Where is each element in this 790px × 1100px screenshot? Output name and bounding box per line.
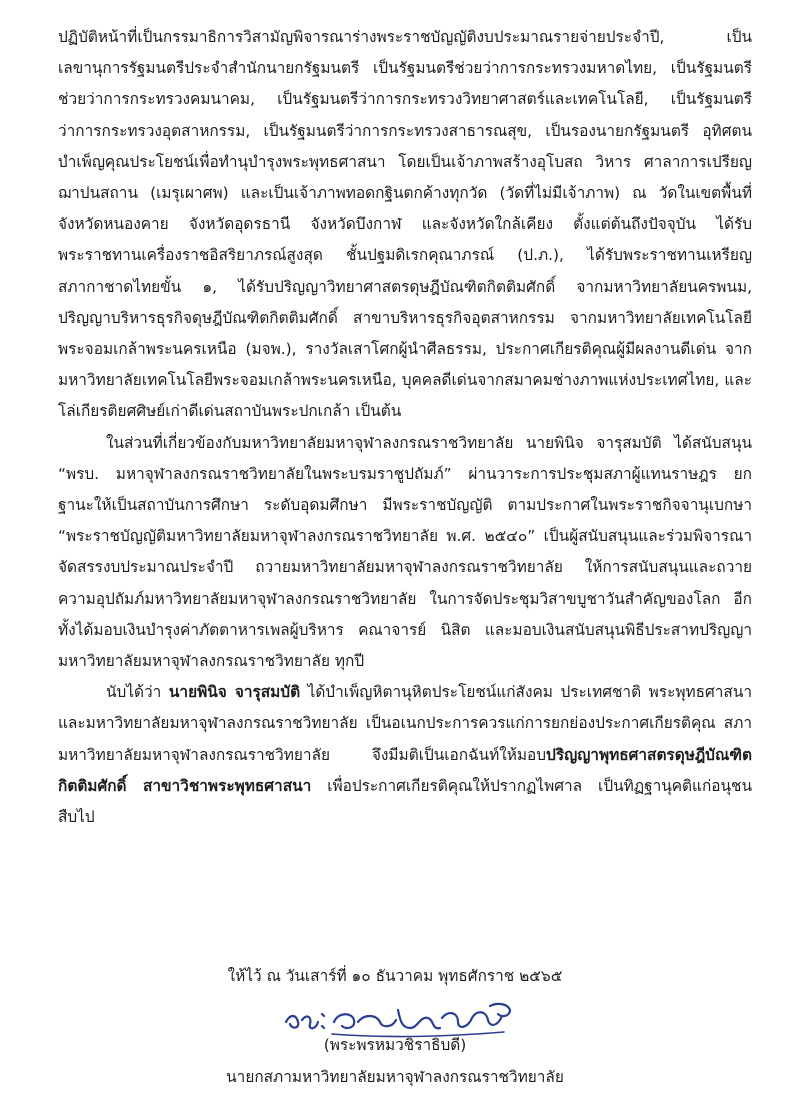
issue-date: ให้ไว้ ณ วันเสาร์ที่ ๑๐ ธันวาคม พุทธศักราช ๒๕๖๕	[227, 967, 563, 985]
signer-title: นายกสภามหาวิทยาลัยมหาจุฬาลงกรณราชวิทยาลัย	[226, 1068, 564, 1086]
conferral-middle: ได้บำเพ็ญหิตานุหิตประโยชน์แก่สังคม ประเทศชาติ พระพุทธศาสนา และมหาวิทยาลัยมหาจุฬาลงกรณราชวิทยาลัย เป็นอเนกประการควรแก่การยกย่องประกาศเกียรติคุณ สภามหาวิทยาลัยมหาจุฬาลงกรณราชวิทยาลัย จึงมีมติเป็นเอกฉันท์ให้มอบ	[58, 683, 752, 764]
paragraph-university-support: ในส่วนที่เกี่ยวข้องกับมหาวิทยาลัยมหาจุฬาลงกรณราชวิทยาลัย นายพินิจ จารุสมบัติ ได้สนับสนุน “พรบ. มหาจุฬาลงกรณราชวิทยาลัยในพระบรมราชูปถัมภ์” ผ่านวาระการประชุมสภาผู้แทนราษฎร ยกฐานะให้เป็นสถาบันการศึกษา ระดับอุดมศึกษา มีพระราชบัญญัติ ตามประกาศในพระราชกิจจานุเบกษา “พระราชบัญญัติมหาวิทยาลัยมหาจุฬาลงกรณราชวิทยาลัย พ.ศ. ๒๕๔๐” เป็นผู้สนับสนุนและร่วมพิจารณาจัดสรรงบประมาณประจำปี ถวายมหาวิทยาลัยมหาจุฬาลงกรณราชวิทยาลัย ให้การสนับสนุนและถวายความอุปถัมภ์มหาวิทยาลัยมหาจุฬาลงกรณราชวิทยาลัย ในการจัดประชุมวิสาขบูชาวันสำคัญของโลก อีกทั้งได้มอบเงินบำรุงค่าภัตตาหารเพลผู้บริหาร คณาจารย์ นิสิต และมอบเงินสนับสนุนพิธีประสาทปริญญา มหาวิทยาลัยมหาจุฬาลงกรณราชวิทยาลัย ทุกปี	[58, 433, 752, 671]
conferral-end: เพื่อประกาศเกียรติคุณให้ปรากฏไพศาล เป็นทิฏฐานุคติแก่อนุชนสืบไป	[58, 776, 752, 827]
document-body	[58, 22, 752, 833]
honoree-name: นายพินิจ จารุสมบัติ	[168, 683, 301, 702]
conferral-intro: นับได้ว่า	[106, 683, 169, 702]
degree-title: ปริญญาพุทธศาสตรดุษฎีบัณฑิตกิตติมศักดิ์ สาขาวิชาพระพุทธศาสนา	[58, 745, 752, 795]
signer-name: (พระพรหมวชิราธิบดี)	[323, 1036, 467, 1054]
paragraph-achievements: ปฏิบัติหน้าที่เป็นกรรมาธิการวิสามัญพิจารณาร่างพระราชบัญญัติงบประมาณรายจ่ายประจำปี, เป็นเลขานุการรัฐมนตรีประจำสำนักนายกรัฐมนตรี เป็นรัฐมนตรีช่วยว่าการกระทรวงมหาดไทย, เป็นรัฐมนตรีช่วยว่าการกระทรวงคมนาคม, เป็นรัฐมนตรีว่าการกระทรวงวิทยาศาสตร์และเทคโนโลยี, เป็นรัฐมนตรีว่าการกระทรวงอุตสาหกรรม, เป็นรัฐมนตรีว่าการกระทรวงสาธารณสุข, เป็นรองนายกรัฐมนตรี อุทิศตนบำเพ็ญคุณประโยชน์เพื่อทำนุบำรุงพระพุทธศาสนา โดยเป็นเจ้าภาพสร้างอุโบสถ วิหาร ศาลาการเปรียญ ฌาปนสถาน (เมรุเผาศพ) และเป็นเจ้าภาพทอดกฐินตกค้างทุกวัด (วัดที่ไม่มีเจ้าภาพ) ณ วัดในเขตพื้นที่จังหวัดหนองคาย จังหวัดอุดรธานี จังหวัดบึงกาฬ และจังหวัดใกล้เคียง ตั้งแต่ต้นถึงปัจจุบัน ได้รับพระราชทานเครื่องราชอิสริยาภรณ์สูงสุด ชั้นปฐมดิเรกคุณาภรณ์ (ป.ภ.), ได้รับพระราชทานเหรียญสภากาชาดไทยขั้น ๑, ได้รับปริญญาวิทยาศาสตรดุษฎีบัณฑิตกิตติมศักดิ์ จากมหาวิทยาลัยนครพนม, ปริญญาบริหารธุรกิจดุษฎีบัณฑิตกิตติมศักดิ์ สาขาบริหารธุรกิจอุตสาหกรรม จากมหาวิทยาลัยเทคโนโลยีพระจอมเกล้าพระนครเหนือ (มจพ.), รางวัลเสาโศกผู้นำศีลธรรม, ประกาศเกียรติคุณผู้มีผลงานดีเด่น จากมหาวิทยาลัยเทคโนโลยีพระจอมเกล้าพระนครเหนือ, บุคคลดีเด่นจากสมาคมช่างภาพแห่งประเทศไทย, และโล่เกียรติยศศิษย์เก่าดีเด่นสถาบันพระปกเกล้า เป็นต้น	[58, 28, 752, 421]
paragraph-conferral	[58, 677, 752, 833]
